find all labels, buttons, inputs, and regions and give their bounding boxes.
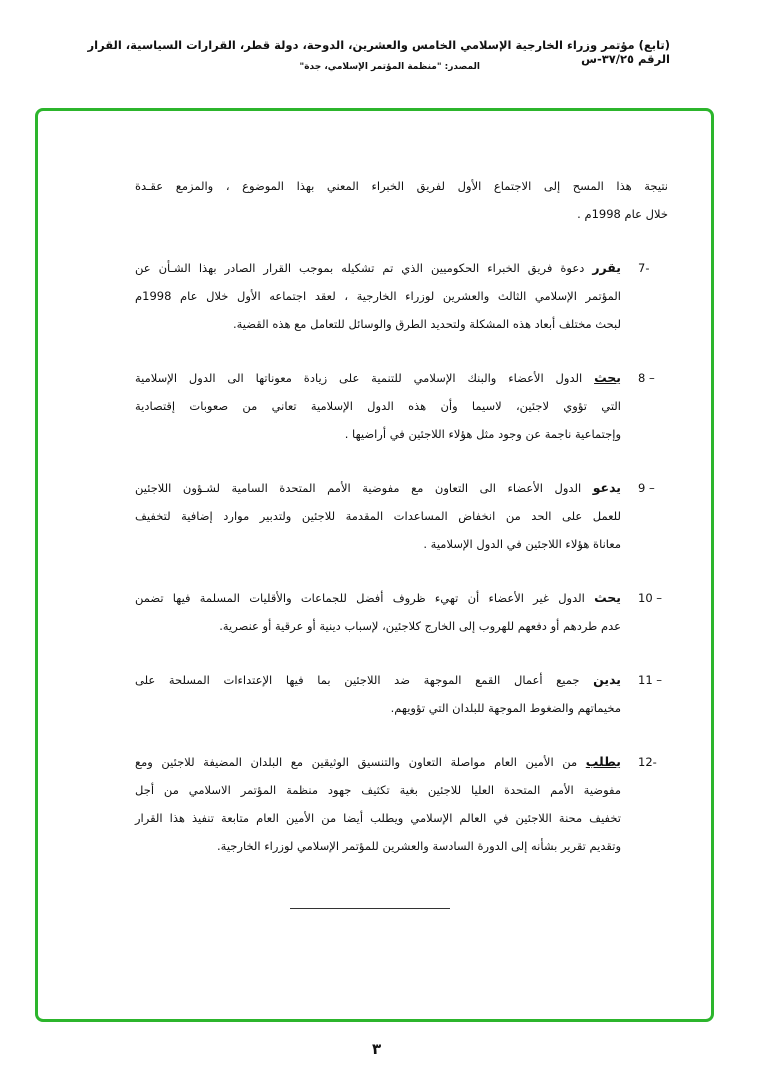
resolution-item [135, 584, 663, 640]
item-first-line [135, 666, 621, 694]
resolution-item [135, 254, 650, 338]
item-line: عدم طردهم أو دفعهم للهروب إلى الخارج كلاجئين، لإسباب دينية أو عرقية أو عنصرية. [219, 619, 621, 633]
item-first-line [135, 254, 621, 282]
item-text: جميع أعمال القمع الموجهة ضد اللاجئين بما فيها الإعتداءات المسلحة على [135, 673, 594, 687]
item-text: الدول غير الأعضاء أن تهيء ظروف أفضل للجماعات والأقليات المسلمة فيها تضمن [135, 591, 595, 605]
item-first-line [135, 364, 621, 392]
item-line: التي تؤوي لاجئين، لاسيما وأن هذه الدول الإسلامية تعاني من صعوبات إقتصادية [135, 399, 621, 413]
operative-verb: يحث [594, 590, 621, 605]
item-number: 10 – [638, 591, 663, 605]
item-text: الدول الأعضاء الى التعاون مع مفوضية الأمم المتحدة السامية لشـؤون اللاجئين [135, 481, 593, 495]
item-number: 12- [638, 755, 657, 769]
item-line: لبحث مختلف أبعاد هذه المشكلة ولتحديد الطرق والوسائل للتعامل مع هذه القضية. [232, 317, 621, 331]
item-line: وإجتماعية ناجمة عن وجود مثل هؤلاء اللاجئين في أراضيها . [344, 427, 621, 441]
intro-line: خلال عام 1998م . [577, 207, 668, 221]
item-text: من الأمين العام مواصلة التعاون والتنسيق الوثيقين مع البلدان المضيفة للاجئين ومع [135, 755, 586, 769]
item-number: 8 – [638, 371, 655, 385]
resolution-item [135, 748, 657, 860]
document-header-title: (تابع) مؤتمر وزراء الخارجية الإسلامي الخامس والعشرين، الدوحة، دولة قطر، القرارات السياسية، القرار الرقم ٣٧/٢٥-س [87, 38, 670, 66]
intro-line: نتيجة هذا المسح إلى الاجتماع الأول لفريق الخبراء المعني بهذا الموضوع ، والمزمع عقـدة [135, 179, 668, 193]
item-number: 11 – [638, 673, 663, 687]
end-separator-line [290, 908, 450, 909]
operative-verb: يدعو [592, 480, 621, 495]
item-first-line [135, 474, 621, 502]
resolution-item [135, 364, 655, 448]
operative-verb: يحث [594, 370, 621, 385]
item-line: وتقديم تقرير بشأنه إلى الدورة السادسة والعشرين للمؤتمر الإسلامي لوزراء الخارجية. [217, 839, 621, 853]
item-line: معاناة هؤلاء اللاجئين في الدول الإسلامية . [423, 537, 621, 551]
page-number: ٣ [372, 1040, 382, 1058]
operative-verb: يطلب [585, 754, 621, 769]
resolution-item [135, 474, 655, 558]
operative-verb: يدين [593, 672, 621, 687]
item-text: دعوة فريق الخبراء الحكوميين الذي تم تشكيله بموجب القرار الصادر بهذا الشـأن عن [135, 261, 593, 275]
item-line: تخفيف محنة اللاجئين في العالم الإسلامي ويطلب أيضا من الأمين العام متابعة تنفيذ هذا القرار [135, 811, 621, 825]
item-line: المؤتمر الإسلامي الثالث والعشرين لوزراء الخارجية ، لعقد اجتماعه الأول خلال عام 1998م [135, 289, 621, 303]
item-line: مفوضية الأمم المتحدة العليا للاجئين بغية تكثيف جهود منظمة المؤتمر الاسلامي من أجل [135, 783, 621, 797]
item-first-line [135, 584, 621, 612]
operative-verb: يقرر [592, 260, 621, 275]
intro-paragraph [135, 172, 668, 228]
item-number: 9 – [638, 481, 655, 495]
item-first-line [135, 748, 621, 776]
item-line: مخيماتهم والضغوط الموجهة للبلدان التي تؤويهم. [390, 701, 621, 715]
document-source: المصدر: "منظمة المؤتمر الإسلامي، جدة" [299, 62, 480, 72]
resolution-item [135, 666, 663, 722]
item-line: للعمل على الحد من انخفاض المساعدات المقدمة للاجئين ولتدبير موارد إضافية لتخفيف [135, 509, 621, 523]
item-number: 7- [638, 261, 650, 275]
resolution-body [135, 172, 668, 860]
item-text: الدول الأعضاء والبنك الإسلامي للتنمية على زيادة معوناتها الى الدول الإسلامية [135, 371, 595, 385]
